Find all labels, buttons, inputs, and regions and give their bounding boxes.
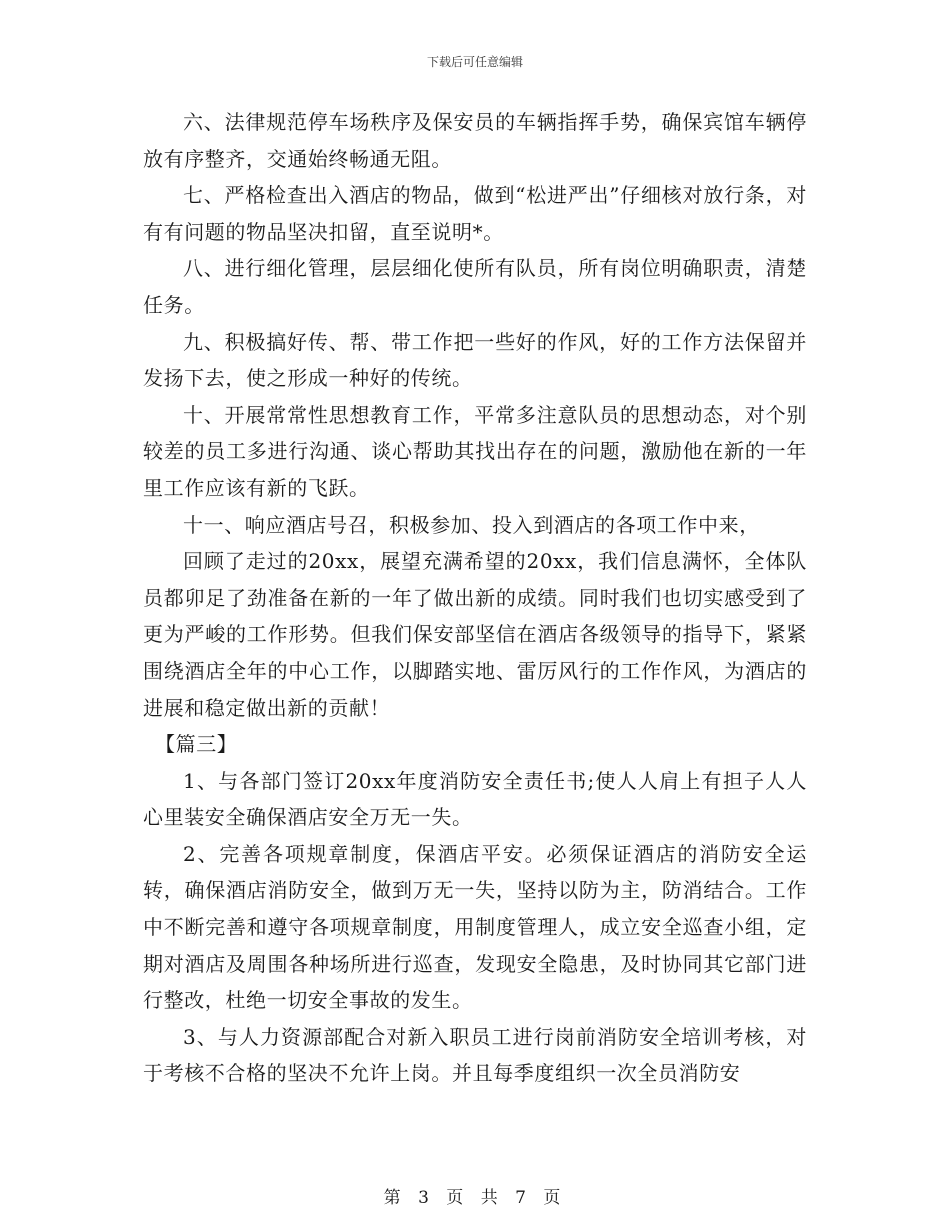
document-body [143, 104, 807, 1092]
paragraph-7: 七、严格检查出入酒店的物品，做到“松进严出”仔细核对放行条，对有有问题的物品坚决扣留，直至说明*。 [143, 183, 807, 244]
page-footer: 第 3 页 共 7 页 [383, 1188, 567, 1208]
paragraph-6: 六、法律规范停车场秩序及保安员的车辆指挥手势，确保宾馆车辆停放有序整齐，交通始终畅通无阻。 [143, 110, 807, 171]
summary-paragraph: 回顾了走过的20xx，展望充满希望的20xx，我们信息满怀，全体队员都卯足了劲准备在新的一年了做出新的成绩。同时我们也切实感受到了更为严峻的工作形势。但我们保安部坚信在酒店各级领导的指导下，紧紧围绕酒店全年的中心工作，以脚踏实地、雷厉风行的工作作风，为酒店的进展和稳定做出新的贡献！ [143, 549, 807, 720]
paragraph-9: 九、积极搞好传、帮、带工作把一些好的作风，好的工作方法保留并发扬下去，使之形成一种好的传统。 [143, 329, 807, 391]
section-heading: 【篇三】 [155, 732, 238, 757]
item-3: 3、与人力资源部配合对新入职员工进行岗前消防安全培训考核，对于考核不合格的坚决不允许上岗。并且每季度组织一次全员消防安 [143, 1024, 807, 1086]
paragraph-11: 十一、响应酒店号召，积极参加、投入到酒店的各项工作中来， [183, 512, 760, 537]
paragraph-8: 八、进行细化管理，层层细化使所有队员，所有岗位明确职责，清楚任务。 [143, 256, 807, 317]
page-header: 下载后可任意编辑 [426, 55, 523, 69]
item-1: 1、与各部门签订20xx年度消防安全责任书;使人人肩上有担子人人心里装安全确保酒店安全万无一失。 [143, 768, 807, 830]
paragraph-10: 十、开展常常性思想教育工作，平常多注意队员的思想动态，对个别较差的员工多进行沟通、谈心帮助其找出存在的问题，激励他在新的一年里工作应该有新的飞跃。 [143, 402, 807, 500]
item-2: 2、完善各项规章制度，保酒店平安。必须保证酒店的消防安全运转，确保酒店消防安全，做到万无一失，坚持以防为主，防消结合。工作中不断完善和遵守各项规章制度，用制度管理人，成立安全巡查小组，定期对酒店及周围各种场所进行巡查，发现安全隐患，及时协同其它部门进行整改，杜绝一切安全事故的发生。 [143, 841, 807, 1013]
